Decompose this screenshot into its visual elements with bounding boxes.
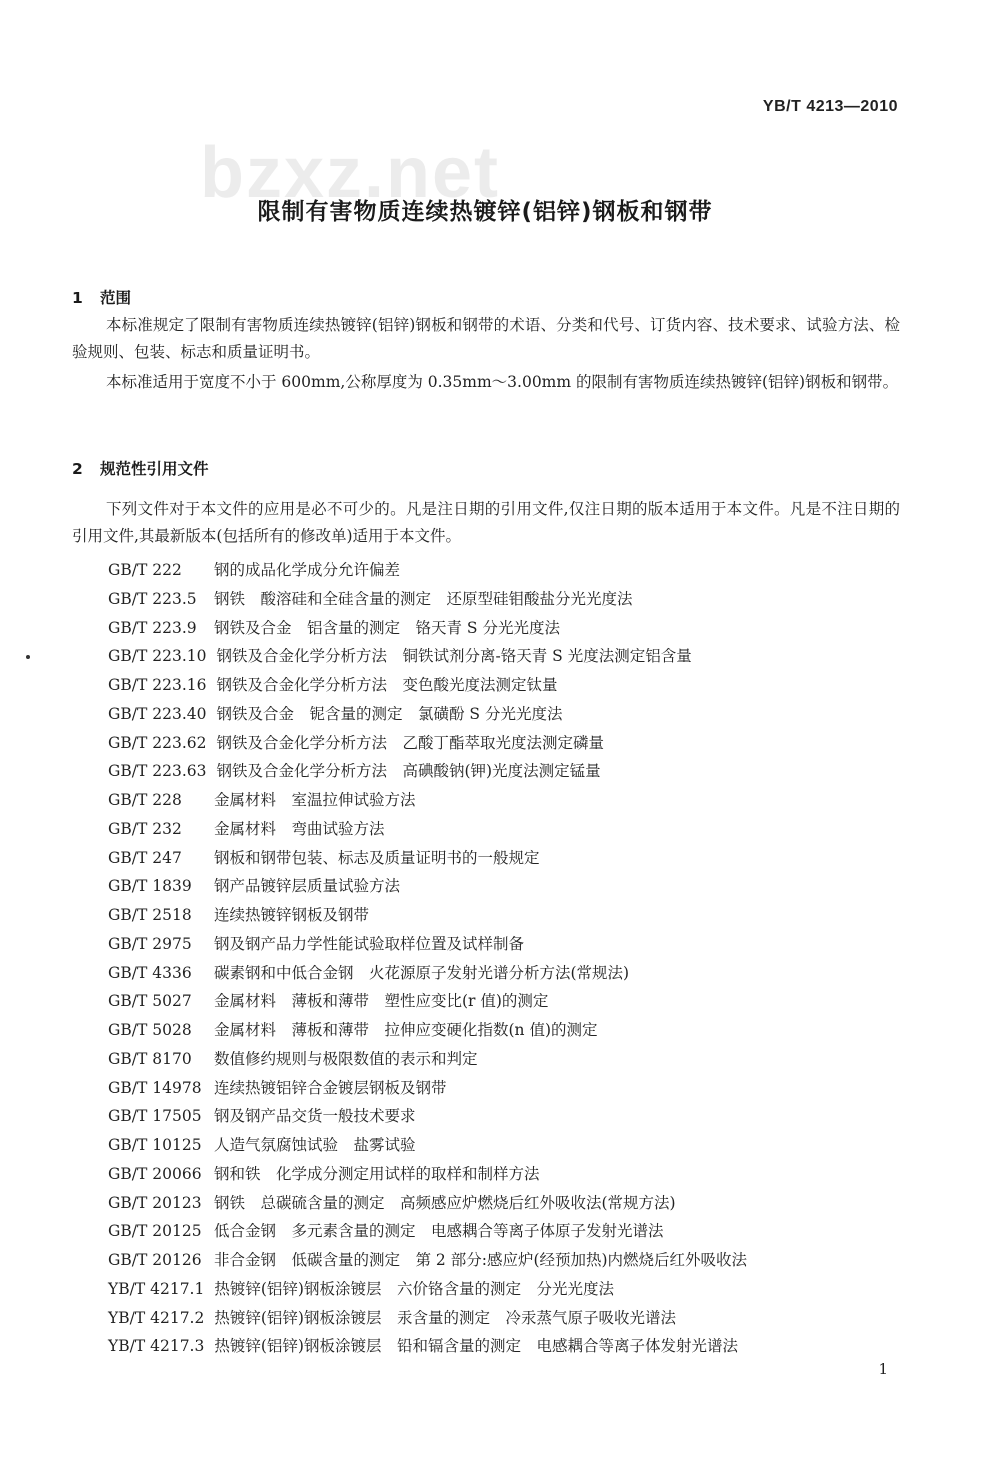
reference-item [108, 930, 747, 959]
page-number: 1 [878, 1360, 888, 1378]
reference-item [108, 556, 747, 585]
section-number: 2 [72, 460, 83, 478]
reference-code: YB/T 4217.1 [108, 1279, 205, 1298]
section-heading-scope [72, 286, 131, 308]
reference-title: 连续热镀铝锌合金镀层钢板及钢带 [214, 1078, 447, 1097]
reference-item [108, 815, 747, 844]
reference-item [108, 671, 747, 700]
reference-title: 热镀锌(铝锌)钢板涂镀层 铅和镉含量的测定 电感耦合等离子体发射光谱法 [214, 1337, 738, 1356]
scope-paragraph-1: 本标准规定了限制有害物质连续热镀锌(铝锌)钢板和钢带的术语、分类和代号、订货内容、技术要求、试验方法、检验规则、包装、标志和质量证明书。 [72, 316, 900, 361]
reference-item [108, 1304, 747, 1333]
reference-code: GB/T 20066 [108, 1164, 202, 1183]
reference-code: GB/T 223.62 [108, 733, 207, 752]
scope-paragraph-2: 本标准适用于宽度不小于 600mm,公称厚度为 0.35mm～3.00mm 的限制有害物质连续热镀锌(铝锌)钢板和钢带。 [106, 373, 899, 391]
reference-title: 钢铁及合金 铌含量的测定 氯磺酚 S 分光光度法 [216, 704, 563, 723]
reference-code: GB/T 228 [108, 791, 182, 809]
section-number: 1 [72, 289, 83, 307]
reference-title: 钢铁 总碳硫含量的测定 高频感应炉燃烧后红外吸收法(常规方法) [214, 1193, 676, 1212]
reference-title: 人造气氛腐蚀试验 盐雾试验 [214, 1136, 416, 1154]
reference-title: 钢铁及合金化学分析方法 变色酸光度法测定钛量 [216, 676, 558, 694]
reference-item [108, 757, 747, 786]
reference-code: GB/T 5028 [108, 1021, 192, 1039]
reference-code: GB/T 17505 [108, 1107, 202, 1126]
reference-code: GB/T 10125 [108, 1136, 202, 1154]
reference-title: 非合金钢 低碳含量的测定 第 2 部分:感应炉(经预加热)内燃烧后红外吸收法 [214, 1251, 748, 1269]
reference-title: 数值修约规则与极限数值的表示和判定 [214, 1049, 478, 1068]
section-title: 范围 [100, 289, 132, 307]
reference-code: GB/T 1839 [108, 877, 192, 896]
page-title: 限制有害物质连续热镀锌(铝锌)钢板和钢带 [257, 199, 713, 225]
reference-item [108, 1217, 747, 1246]
reference-item [108, 1189, 747, 1218]
reference-item [108, 700, 747, 729]
reference-item [108, 585, 747, 614]
reference-item [108, 1160, 747, 1189]
reference-title: 钢和铁 化学成分测定用试样的取样和制样方法 [214, 1164, 540, 1183]
reference-code: GB/T 223.5 [108, 589, 197, 608]
reference-code: YB/T 4217.2 [108, 1308, 205, 1327]
reference-title: 金属材料 薄板和薄带 塑性应变比(r 值)的测定 [214, 992, 549, 1011]
reference-code: GB/T 5027 [108, 992, 192, 1011]
reference-code: GB/T 2975 [108, 934, 192, 953]
reference-item [108, 901, 747, 930]
reference-title: 钢铁 酸溶硅和全硅含量的测定 还原型硅钼酸盐分光光度法 [214, 589, 633, 608]
reference-item [108, 1102, 747, 1131]
reference-item [108, 614, 747, 643]
reference-code: GB/T 223.63 [108, 762, 207, 781]
reference-title: 钢的成品化学成分允许偏差 [214, 561, 401, 579]
reference-item [108, 642, 747, 671]
reference-item [108, 729, 747, 758]
reference-title: 钢板和钢带包装、标志及质量证明书的一般规定 [214, 848, 540, 867]
reference-title: 钢及钢产品力学性能试验取样位置及试样制备 [214, 934, 525, 953]
reference-title: 钢铁及合金化学分析方法 铜铁试剂分离-铬天青 S 光度法测定铝含量 [216, 647, 692, 666]
reference-list [108, 556, 747, 1361]
reference-item [108, 1246, 747, 1275]
reference-item [108, 872, 747, 901]
reference-title: 金属材料 室温拉伸试验方法 [214, 791, 416, 809]
reference-item [108, 1275, 747, 1304]
reference-code: GB/T 20125 [108, 1222, 202, 1241]
reference-code: YB/T 4217.3 [108, 1337, 205, 1356]
watermark: bzxz.net [200, 133, 501, 213]
reference-code: GB/T 2518 [108, 906, 192, 924]
reference-code: GB/T 8170 [108, 1049, 192, 1068]
reference-title: 热镀锌(铝锌)钢板涂镀层 汞含量的测定 冷汞蒸气原子吸收光谱法 [214, 1308, 676, 1327]
reference-item [108, 844, 747, 873]
section-heading-normative-references [72, 457, 209, 479]
reference-item [108, 1131, 747, 1160]
reference-item [108, 1045, 747, 1074]
reference-code: GB/T 223.9 [108, 618, 197, 637]
reference-code: GB/T 223.40 [108, 704, 207, 723]
standard-number: YB/T 4213—2010 [762, 98, 898, 115]
reference-code: GB/T 223.16 [108, 676, 207, 694]
reference-code: GB/T 223.10 [108, 647, 207, 666]
reference-title: 金属材料 薄板和薄带 拉伸应变硬化指数(n 值)的测定 [214, 1021, 598, 1039]
reference-title: 低合金钢 多元素含量的测定 电感耦合等离子体原子发射光谱法 [214, 1222, 664, 1241]
section-title: 规范性引用文件 [100, 460, 209, 478]
reference-code: GB/T 247 [108, 848, 182, 867]
reference-item [108, 1332, 747, 1361]
reference-item [108, 1016, 747, 1045]
reference-code: GB/T 4336 [108, 963, 192, 982]
reference-code: GB/T 14978 [108, 1078, 202, 1097]
reference-title: 钢产品镀锌层质量试验方法 [214, 877, 401, 896]
reference-item [108, 987, 747, 1016]
reference-title: 钢铁及合金 铝含量的测定 铬天青 S 分光光度法 [214, 618, 560, 637]
reference-code: GB/T 20126 [108, 1251, 202, 1269]
reference-code: GB/T 232 [108, 819, 182, 838]
scan-speck [26, 655, 30, 659]
reference-item [108, 786, 747, 815]
reference-title: 热镀锌(铝锌)钢板涂镀层 六价铬含量的测定 分光光度法 [214, 1279, 614, 1298]
reference-title: 金属材料 弯曲试验方法 [214, 819, 385, 838]
reference-title: 钢及钢产品交货一般技术要求 [214, 1107, 416, 1126]
references-intro-paragraph: 下列文件对于本文件的应用是必不可少的。凡是注日期的引用文件,仅注日期的版本适用于本文件。凡是不注日期的引用文件,其最新版本(包括所有的修改单)适用于本文件。 [72, 500, 900, 545]
reference-title: 钢铁及合金化学分析方法 高碘酸钠(钾)光度法测定锰量 [216, 762, 601, 781]
reference-item [108, 959, 747, 988]
reference-code: GB/T 20123 [108, 1193, 202, 1212]
reference-title: 连续热镀锌钢板及钢带 [214, 906, 370, 924]
reference-code: GB/T 222 [108, 561, 182, 579]
reference-title: 钢铁及合金化学分析方法 乙酸丁酯萃取光度法测定磷量 [216, 733, 605, 752]
reference-item [108, 1074, 747, 1103]
reference-title: 碳素钢和中低合金钢 火花源原子发射光谱分析方法(常规法) [214, 963, 630, 982]
